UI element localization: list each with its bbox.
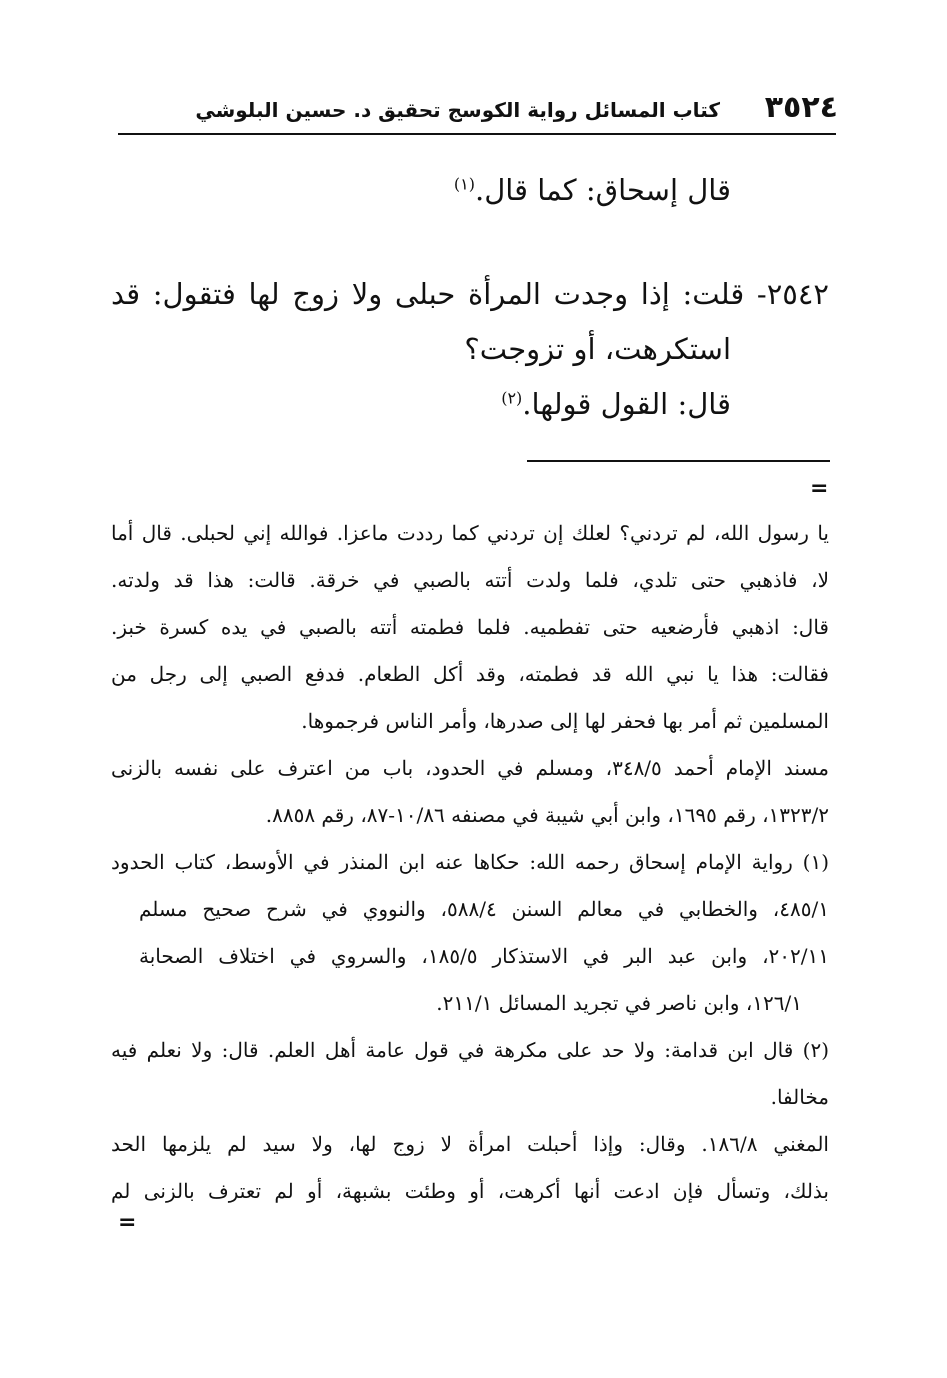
continuation-mark-bottom: = <box>118 1210 137 1235</box>
footnote-line: المغني ١٨٦/٨. وقال: وإذا أحبلت امرأة لا زوج لها، ولا سيد لم يلزمها الحد <box>111 1132 829 1156</box>
page-header <box>195 88 838 128</box>
page-number: ٣٥٢٤ <box>764 90 838 125</box>
footnote-separator <box>527 460 830 462</box>
footnote-line: يا رسول الله، لم تردني؟ لعلك إن تردني كما رددت ماعزا. فوالله إني لحبلى. قال أما <box>111 521 829 545</box>
header-rule <box>118 133 836 135</box>
footnote-line: ١٢٦/١، وابن ناصر في تجريد المسائل ٢١١/١. <box>436 991 802 1015</box>
issue-line-1 <box>111 272 829 316</box>
footnote-line: فقالت: هذا يا نبي الله قد فطمته، وقد أكل الطعام. فدفع الصبي إلى رجل من <box>111 662 829 686</box>
footnote-ref-2: (٢) <box>501 388 523 408</box>
footnote-ref-1: (١) <box>453 174 475 194</box>
issue-text: ٢٥٤٢- قلت: إذا وجدت المرأة حبلى ولا زوج لها فتقول: قد <box>111 277 829 311</box>
footnote-line: لا، فاذهبي حتى تلدي، فلما ولدت أتته بالصبي في خرقة. قالت: هذا قد ولدته. <box>111 568 829 592</box>
footnote-line: المسلمين ثم أمر بها فحفر لها إلى صدرها، وأمر الناس فرجموها. <box>301 709 829 733</box>
footnote-line: ٤٨٥/١، والخطابي في معالم السنن ٥٨٨/٤، والنووي في شرح صحيح مسلم <box>139 897 829 921</box>
footnote-line: قال: اذهبي فأرضعيه حتى تفطميه. فلما فطمته أتته بالصبي في يده كسرة خبز. <box>111 615 829 639</box>
footnote-line: ٢٠٢/١١، وابن عبد البر في الاستذكار ١٨٥/٥، والسروي في اختلاف الصحابة <box>139 944 829 968</box>
running-title: كتاب المسائل رواية الكوسج تحقيق د. حسين البلوشي <box>195 98 720 122</box>
issue-text: استكرهت، أو تزوجت؟ <box>464 332 731 366</box>
footnote-line: (١) رواية الإمام إسحاق رحمه الله: حكاها عنه ابن المنذر في الأوسط، كتاب الحدود <box>111 850 829 874</box>
issue-line-2 <box>464 327 731 371</box>
main-text: قال إسحاق: كما قال. <box>474 173 731 207</box>
footnote-line: (٢) قال ابن قدامة: ولا حد على مكرهة في قول عامة أهل العلم. قال: ولا نعلم فيه <box>111 1038 829 1062</box>
answer-line <box>501 382 731 426</box>
footnote-line: مسند الإمام أحمد ٣٤٨/٥، ومسلم في الحدود، باب من اعترف على نفسه بالزنى <box>111 756 829 780</box>
footnote-line: مخالفا. <box>770 1085 829 1109</box>
footnote-line: بذلك، وتسأل فإن ادعت أنها أكرهت، أو وطئت بشبهة، أو لم تعترف بالزنى لم <box>111 1179 829 1203</box>
continuation-mark-top: = <box>810 476 829 501</box>
footnote-line: ١٣٢٣/٢، رقم ١٦٩٥، وابن أبي شيبة في مصنفه ١٠/٨٦-٨٧، رقم ٨٨٥٨. <box>265 803 829 827</box>
main-line-1 <box>454 168 731 212</box>
answer-text: قال: القول قولها. <box>522 387 731 421</box>
